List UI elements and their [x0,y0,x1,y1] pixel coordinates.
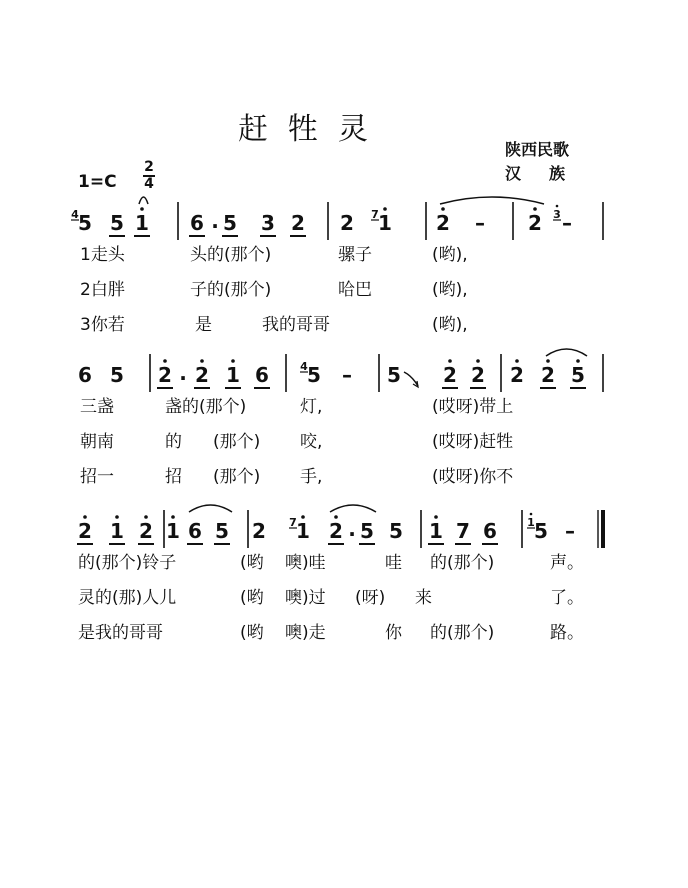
octave-dot [115,515,119,519]
lyric-segment: (哎呀)赶牲 [432,432,514,452]
grace-note: 3 [553,208,561,221]
octave-dot [83,515,87,519]
lyric-segment: 灯, [300,397,323,417]
octave-dot [441,207,445,211]
tie-arc [440,197,544,204]
note: 2 [78,519,92,543]
lyric-segment: (哟), [432,315,468,335]
lyric-segment: 路。 [550,623,584,643]
note: 6 [483,519,497,543]
lyric-segment: (哟), [432,280,468,300]
note: 6 [78,363,92,387]
octave-dot [231,359,235,363]
lyric-segment: 头的(那个) [190,245,272,265]
score-system-2 [78,349,603,487]
key-signature: 1=C [78,172,117,192]
lyric-segment: (哎呀)带上 [432,397,514,417]
lyric-segment: 来 [415,588,432,608]
lyric-segment: 咬, [300,432,323,452]
lyric-segment: 2白胖 [80,280,125,300]
note: 2 [510,363,524,387]
grace-octave-dot [556,205,559,208]
note: 1 [378,211,392,235]
lyric-segment: (呀) [355,588,386,608]
octave-dot [383,207,387,211]
octave-dot [144,515,148,519]
note: 1 [226,363,240,387]
lyric-segment: 的(那个) [430,623,495,643]
note: 2 [528,211,542,235]
lyric-segment: 噢)走 [285,623,326,643]
octave-dot [576,359,580,363]
song-title: 赶牲灵 [238,112,388,147]
lyric-segment: 的(那个) [430,553,495,573]
note: 5 [78,211,92,235]
lyric-segment: 是我的哥哥 [78,623,163,643]
lyric-segment: 你 [385,623,402,643]
octave-dot [171,515,175,519]
note: 1 [135,211,149,235]
lyric-segment: 的 [165,432,182,452]
tie-arc [139,197,148,204]
note-dot: . [211,209,219,233]
note: 6 [188,519,202,543]
octave-dot [301,515,305,519]
grace-note: 4 [300,360,308,373]
note: 5 [215,519,229,543]
lyric-segment: 盏的(那个) [165,397,247,417]
octave-dot [163,359,167,363]
song-origin: 陕西民歌 [505,140,570,159]
lyric-segment: (哟 [240,623,264,643]
grace-note: 7 [371,208,379,221]
note: 5 [571,363,585,387]
lyric-segment: (那个) [213,432,261,452]
lyric-segment: 噢)过 [285,588,326,608]
note: 6 [255,363,269,387]
note-dash: – [475,211,485,235]
lyric-segment: (哎呀)你不 [432,467,514,487]
lyric-segment: 的(那个)铃子 [78,553,177,573]
time-signature-bottom: 4 [144,176,154,192]
note-dash: – [565,519,575,543]
score-system-3 [77,505,603,643]
octave-dot [546,359,550,363]
lyric-segment: 招 [165,467,182,487]
note: 2 [195,363,209,387]
note: 1 [429,519,443,543]
lyric-segment: 噢)哇 [285,553,326,573]
note: 1 [110,519,124,543]
octave-dot [200,359,204,363]
lyric-segment: 灵的(那)人儿 [78,588,177,608]
note: 6 [190,211,204,235]
lyric-segment: 骡子 [338,245,372,265]
note: 5 [307,363,321,387]
note: 7 [456,519,470,543]
note-dot: . [348,517,356,541]
lyric-segment: (哟 [240,553,264,573]
octave-dot [448,359,452,363]
note: 2 [158,363,172,387]
octave-dot [515,359,519,363]
note: 2 [541,363,555,387]
lyric-segment: 子的(那个) [190,280,272,300]
glide-mark [404,372,418,386]
note: 2 [139,519,153,543]
lyric-segment: (哟), [432,245,468,265]
note: 1 [166,519,180,543]
note: 5 [534,519,548,543]
note: 5 [110,211,124,235]
note: 2 [252,519,266,543]
grace-octave-dot [530,513,533,516]
note: 2 [443,363,457,387]
note: 1 [296,519,310,543]
note-dash: – [562,211,572,235]
note-dash: – [342,363,352,387]
time-signature-top: 2 [144,159,154,175]
octave-dot [434,515,438,519]
lyric-segment: (哟 [240,588,264,608]
grace-note: 1 [527,516,535,529]
song-ethnicity: 汉族 [505,164,594,183]
lyric-segment: 三盏 [80,397,114,417]
note: 3 [261,211,275,235]
octave-dot [476,359,480,363]
lyric-segment: 3你若 [80,315,125,335]
note: 5 [389,519,403,543]
lyric-segment: 招一 [80,467,114,487]
lyric-segment: 哈巴 [338,280,372,300]
octave-dot [140,207,144,211]
note: 5 [110,363,124,387]
octave-dot [533,207,537,211]
lyric-segment: 我的哥哥 [262,315,330,335]
note: 2 [340,211,354,235]
lyric-segment: 手, [300,467,323,487]
note: 5 [360,519,374,543]
lyric-segment: 了。 [550,588,584,608]
note: 2 [329,519,343,543]
tie-arc [330,505,376,512]
grace-note: 4 [71,208,79,221]
tie-arc [189,505,232,512]
note: 2 [436,211,450,235]
note-dot: . [179,361,187,385]
lyric-segment: 是 [195,315,212,335]
grace-note: 7 [289,516,297,529]
lyric-segment: 1走头 [80,245,125,265]
lyric-segment: 声。 [550,553,584,573]
lyric-segment: 哇 [385,553,402,573]
tie-arc [546,349,587,356]
note: 5 [223,211,237,235]
note: 2 [471,363,485,387]
lyric-segment: (那个) [213,467,261,487]
score-system-1 [71,197,603,335]
note: 2 [291,211,305,235]
lyric-segment: 朝南 [80,432,114,452]
octave-dot [334,515,338,519]
note: 5 [387,363,401,387]
